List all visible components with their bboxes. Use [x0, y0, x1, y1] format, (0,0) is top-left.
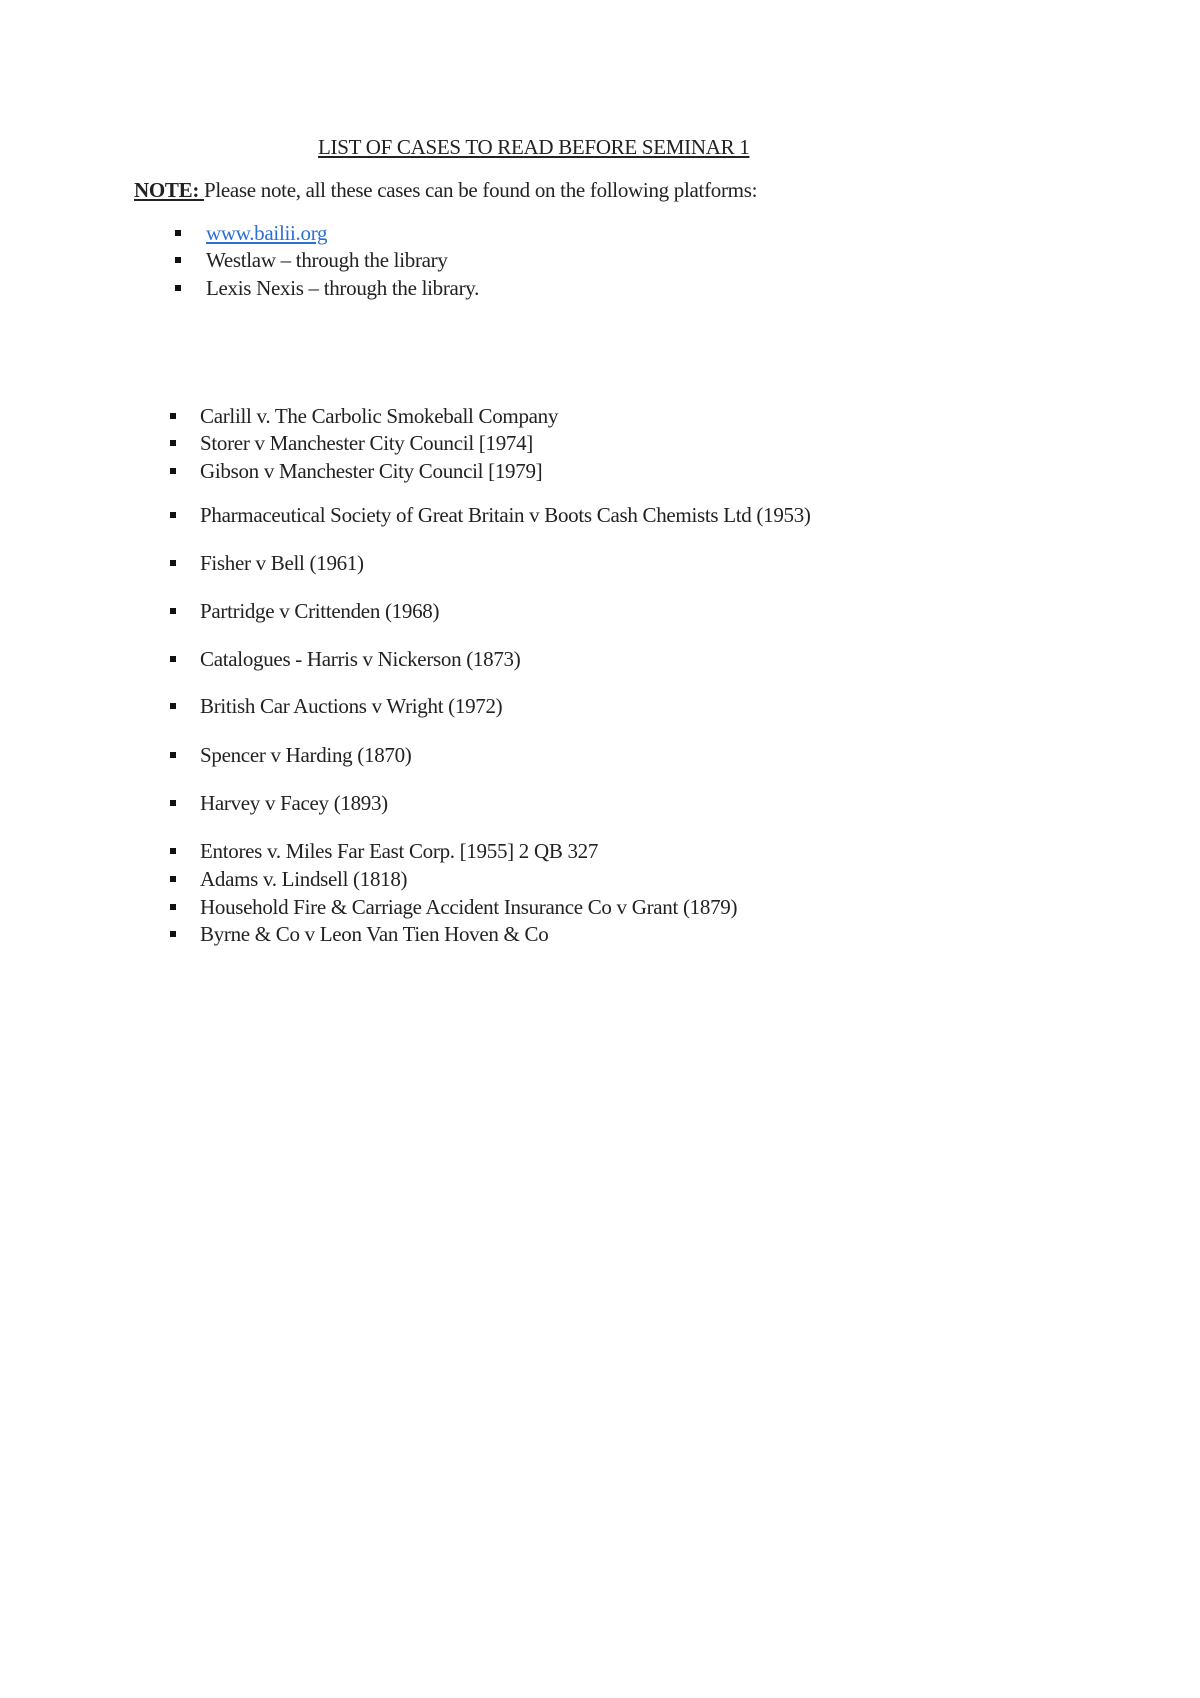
case-item: Adams v. Lindsell (1818) [200, 867, 408, 891]
case-item: Storer v Manchester City Council [1974] [200, 431, 533, 455]
note-text: Please note, all these cases can be found on the following platforms: [203, 178, 758, 202]
bullet-icon [170, 848, 176, 854]
bullet-icon [170, 752, 176, 758]
bullet-icon [170, 904, 176, 910]
bullet-icon [170, 560, 176, 566]
case-item: Partridge v Crittenden (1968) [200, 599, 440, 623]
case-item: Spencer v Harding (1870) [200, 743, 412, 767]
platform-item: Lexis Nexis – through the library. [206, 276, 480, 300]
bullet-icon [175, 257, 181, 263]
bullet-icon [170, 512, 176, 518]
page-title: LIST OF CASES TO READ BEFORE SEMINAR 1 [318, 135, 750, 159]
bullet-icon [170, 703, 176, 709]
case-item: Fisher v Bell (1961) [200, 551, 364, 575]
case-item: British Car Auctions v Wright (1972) [200, 694, 503, 718]
bullet-icon [170, 800, 176, 806]
bullet-icon [170, 876, 176, 882]
bullet-icon [170, 931, 176, 937]
case-item: Carlill v. The Carbolic Smokeball Company [200, 404, 559, 428]
bullet-icon [170, 440, 176, 446]
bullet-icon [175, 285, 181, 291]
case-item: Harvey v Facey (1893) [200, 791, 388, 815]
bullet-icon [170, 608, 176, 614]
case-item: Gibson v Manchester City Council [1979] [200, 459, 543, 483]
bullet-icon [170, 656, 176, 662]
case-item: Entores v. Miles Far East Corp. [1955] 2 QB 327 [200, 839, 599, 863]
bailii-link[interactable]: www.bailii.org [206, 221, 328, 245]
note-paragraph [134, 177, 757, 203]
bullet-icon [170, 468, 176, 474]
case-item: Household Fire & Carriage Accident Insurance Co v Grant (1879) [200, 895, 738, 919]
bullet-icon [175, 230, 181, 236]
case-item: Catalogues - Harris v Nickerson (1873) [200, 647, 521, 671]
case-item: Pharmaceutical Society of Great Britain v Boots Cash Chemists Ltd (1953) [200, 503, 811, 527]
bullet-icon [170, 413, 176, 419]
note-label: NOTE: [134, 178, 204, 202]
case-item: Byrne & Co v Leon Van Tien Hoven & Co [200, 922, 549, 946]
platform-item: Westlaw – through the library [206, 248, 448, 272]
